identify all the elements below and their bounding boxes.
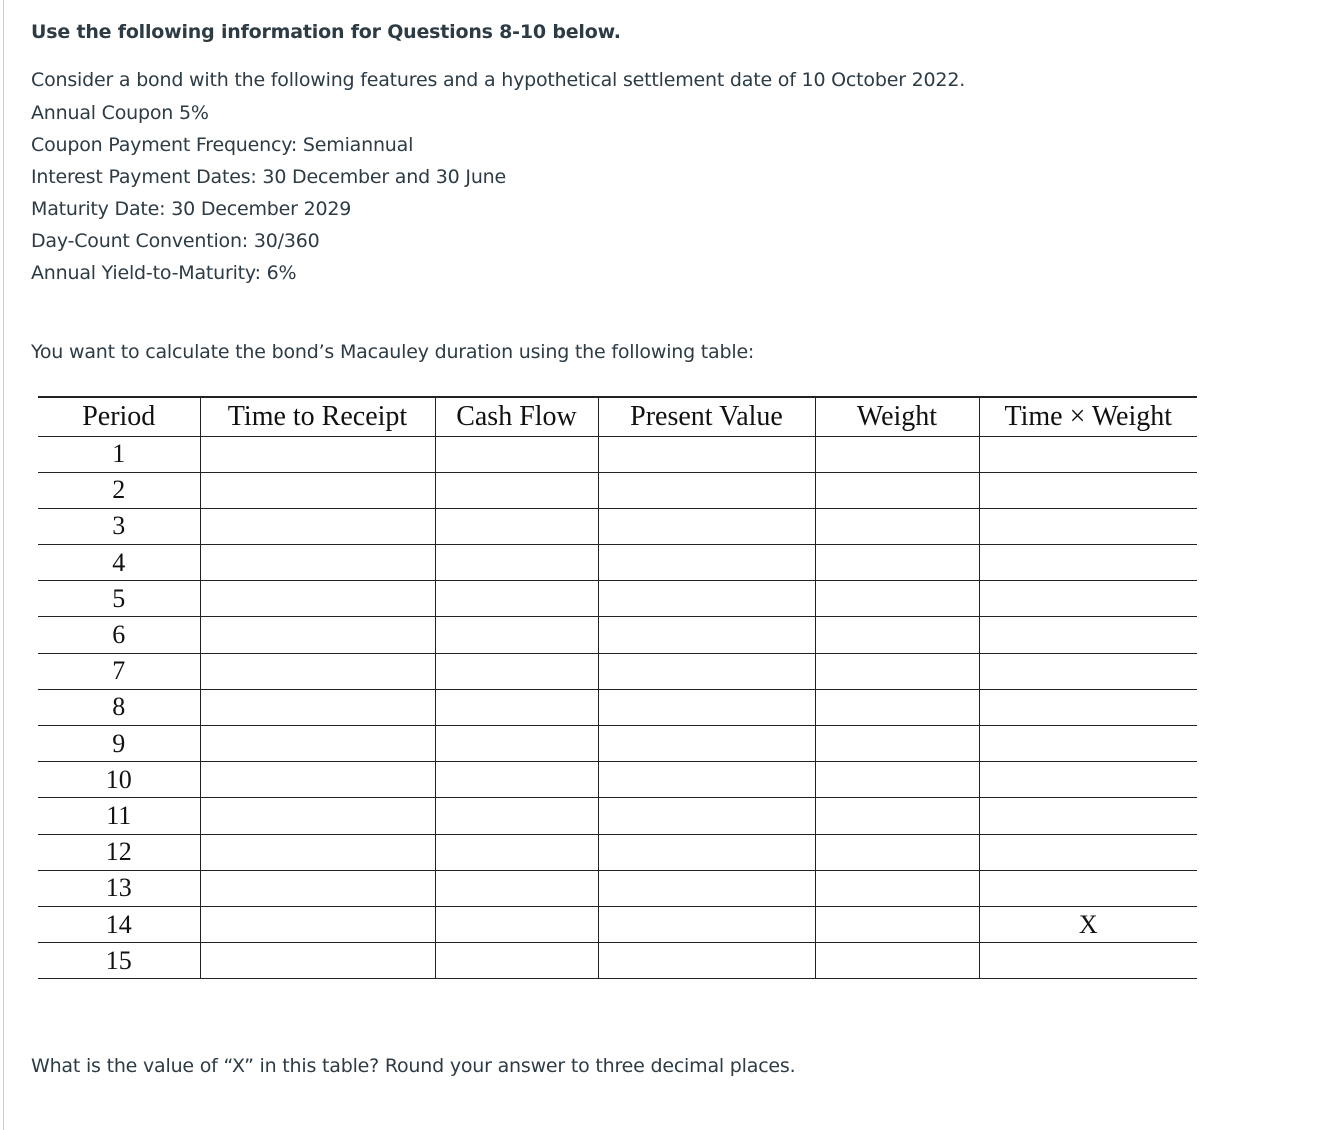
cell-weight: [815, 798, 979, 834]
cell-cash-flow: [435, 472, 598, 508]
cell-period: 13: [38, 870, 200, 906]
cell-present-value: [598, 798, 815, 834]
bond-intro-text: Consider a bond with the following features and a hypothetical settlement date of 10 October 2022.: [31, 69, 966, 91]
cell-time-x-weight: [979, 545, 1197, 581]
header-present-value: Present Value: [598, 397, 815, 436]
table-row: [38, 653, 1197, 689]
cell-time-x-weight: [979, 834, 1197, 870]
cell-weight: [815, 689, 979, 725]
cell-cash-flow: [435, 762, 598, 798]
table-row: [38, 436, 1197, 472]
cell-period: 14: [38, 906, 200, 942]
bond-features-list: [31, 101, 506, 293]
cell-time-x-weight: [979, 617, 1197, 653]
cell-weight: [815, 617, 979, 653]
cell-period: 8: [38, 689, 200, 725]
cell-time-x-weight: [979, 581, 1197, 617]
cell-time-x-weight: [979, 762, 1197, 798]
table-row: [38, 870, 1197, 906]
header-period: Period: [38, 397, 200, 436]
feature-annual-coupon: Annual Coupon 5%: [31, 102, 209, 124]
cell-period: 5: [38, 581, 200, 617]
cell-time-x-weight: [979, 436, 1197, 472]
cell-time-to-receipt: [200, 870, 435, 906]
cell-time-to-receipt: [200, 689, 435, 725]
header-cash-flow: Cash Flow: [435, 397, 598, 436]
cell-present-value: [598, 726, 815, 762]
table-row: [38, 545, 1197, 581]
cell-cash-flow: [435, 870, 598, 906]
cell-cash-flow: [435, 689, 598, 725]
header-weight: Weight: [815, 397, 979, 436]
cell-weight: [815, 472, 979, 508]
table-intro-text: You want to calculate the bond’s Macauley duration using the following table:: [31, 341, 755, 363]
feature-payment-dates: Interest Payment Dates: 30 December and 30 June: [31, 166, 506, 188]
cell-time-x-weight: [979, 689, 1197, 725]
feature-day-count: Day-Count Convention: 30/360: [31, 230, 320, 252]
cell-time-to-receipt: [200, 617, 435, 653]
cell-period: 1: [38, 436, 200, 472]
cell-time-x-weight: [979, 798, 1197, 834]
cell-cash-flow: [435, 726, 598, 762]
cell-weight: [815, 870, 979, 906]
cell-time-to-receipt: [200, 436, 435, 472]
cell-cash-flow: [435, 581, 598, 617]
cell-present-value: [598, 508, 815, 544]
question-group-heading: Use the following information for Questions 8-10 below.: [31, 21, 621, 43]
table-row: [38, 617, 1197, 653]
cell-present-value: [598, 545, 815, 581]
cell-weight: [815, 508, 979, 544]
cell-present-value: [598, 834, 815, 870]
cell-period: 3: [38, 508, 200, 544]
cell-present-value: [598, 653, 815, 689]
cell-present-value: [598, 870, 815, 906]
cell-weight: [815, 762, 979, 798]
table-row: [38, 798, 1197, 834]
cell-time-to-receipt: [200, 943, 435, 979]
cell-present-value: [598, 943, 815, 979]
cell-weight: [815, 834, 979, 870]
cell-time-x-weight: [979, 508, 1197, 544]
table-row: [38, 943, 1197, 979]
cell-time-x-weight: [979, 726, 1197, 762]
cell-time-x-weight: [979, 943, 1197, 979]
header-time-x-weight: Time × Weight: [979, 397, 1197, 436]
table-row: [38, 906, 1197, 942]
cell-period: 10: [38, 762, 200, 798]
cell-time-x-weight: [979, 653, 1197, 689]
cell-weight: [815, 436, 979, 472]
table-row: [38, 762, 1197, 798]
cell-period: 9: [38, 726, 200, 762]
cell-present-value: [598, 472, 815, 508]
table-body: [38, 436, 1197, 979]
cell-period: 15: [38, 943, 200, 979]
cell-present-value: [598, 617, 815, 653]
cell-time-to-receipt: [200, 653, 435, 689]
feature-maturity-date: Maturity Date: 30 December 2029: [31, 198, 352, 220]
cell-cash-flow: [435, 436, 598, 472]
cell-cash-flow: [435, 617, 598, 653]
cell-time-to-receipt: [200, 508, 435, 544]
content-left-border: [3, 0, 4, 1130]
cell-cash-flow: [435, 943, 598, 979]
table-row: [38, 726, 1197, 762]
question-text: What is the value of “X” in this table? Round your answer to three decimal places.: [31, 1055, 796, 1077]
table-row: [38, 834, 1197, 870]
cell-cash-flow: [435, 508, 598, 544]
cell-cash-flow: [435, 906, 598, 942]
cell-time-to-receipt: [200, 798, 435, 834]
cell-time-to-receipt: [200, 834, 435, 870]
cell-cash-flow: [435, 653, 598, 689]
cell-time-x-weight: X: [979, 906, 1197, 942]
cell-time-to-receipt: [200, 906, 435, 942]
feature-yield-to-maturity: Annual Yield-to-Maturity: 6%: [31, 262, 297, 284]
cell-time-to-receipt: [200, 545, 435, 581]
cell-period: 7: [38, 653, 200, 689]
cell-weight: [815, 726, 979, 762]
table-row: [38, 508, 1197, 544]
cell-period: 6: [38, 617, 200, 653]
table-header-row: [38, 397, 1197, 436]
cell-period: 11: [38, 798, 200, 834]
cell-weight: [815, 653, 979, 689]
cell-period: 4: [38, 545, 200, 581]
cell-cash-flow: [435, 834, 598, 870]
table-row: [38, 581, 1197, 617]
cell-weight: [815, 545, 979, 581]
cell-time-x-weight: [979, 870, 1197, 906]
cell-weight: [815, 943, 979, 979]
cell-time-to-receipt: [200, 762, 435, 798]
cell-present-value: [598, 762, 815, 798]
cell-time-to-receipt: [200, 581, 435, 617]
cell-weight: [815, 906, 979, 942]
feature-payment-frequency: Coupon Payment Frequency: Semiannual: [31, 134, 414, 156]
cell-present-value: [598, 436, 815, 472]
header-time-to-receipt: Time to Receipt: [200, 397, 435, 436]
cell-period: 12: [38, 834, 200, 870]
table-row: [38, 472, 1197, 508]
cell-time-to-receipt: [200, 726, 435, 762]
cell-present-value: [598, 689, 815, 725]
cell-weight: [815, 581, 979, 617]
cell-cash-flow: [435, 545, 598, 581]
cell-cash-flow: [435, 798, 598, 834]
cell-time-to-receipt: [200, 472, 435, 508]
cell-present-value: [598, 906, 815, 942]
table-row: [38, 689, 1197, 725]
cell-present-value: [598, 581, 815, 617]
cell-period: 2: [38, 472, 200, 508]
macaulay-duration-table: [38, 396, 1197, 979]
cell-time-x-weight: [979, 472, 1197, 508]
